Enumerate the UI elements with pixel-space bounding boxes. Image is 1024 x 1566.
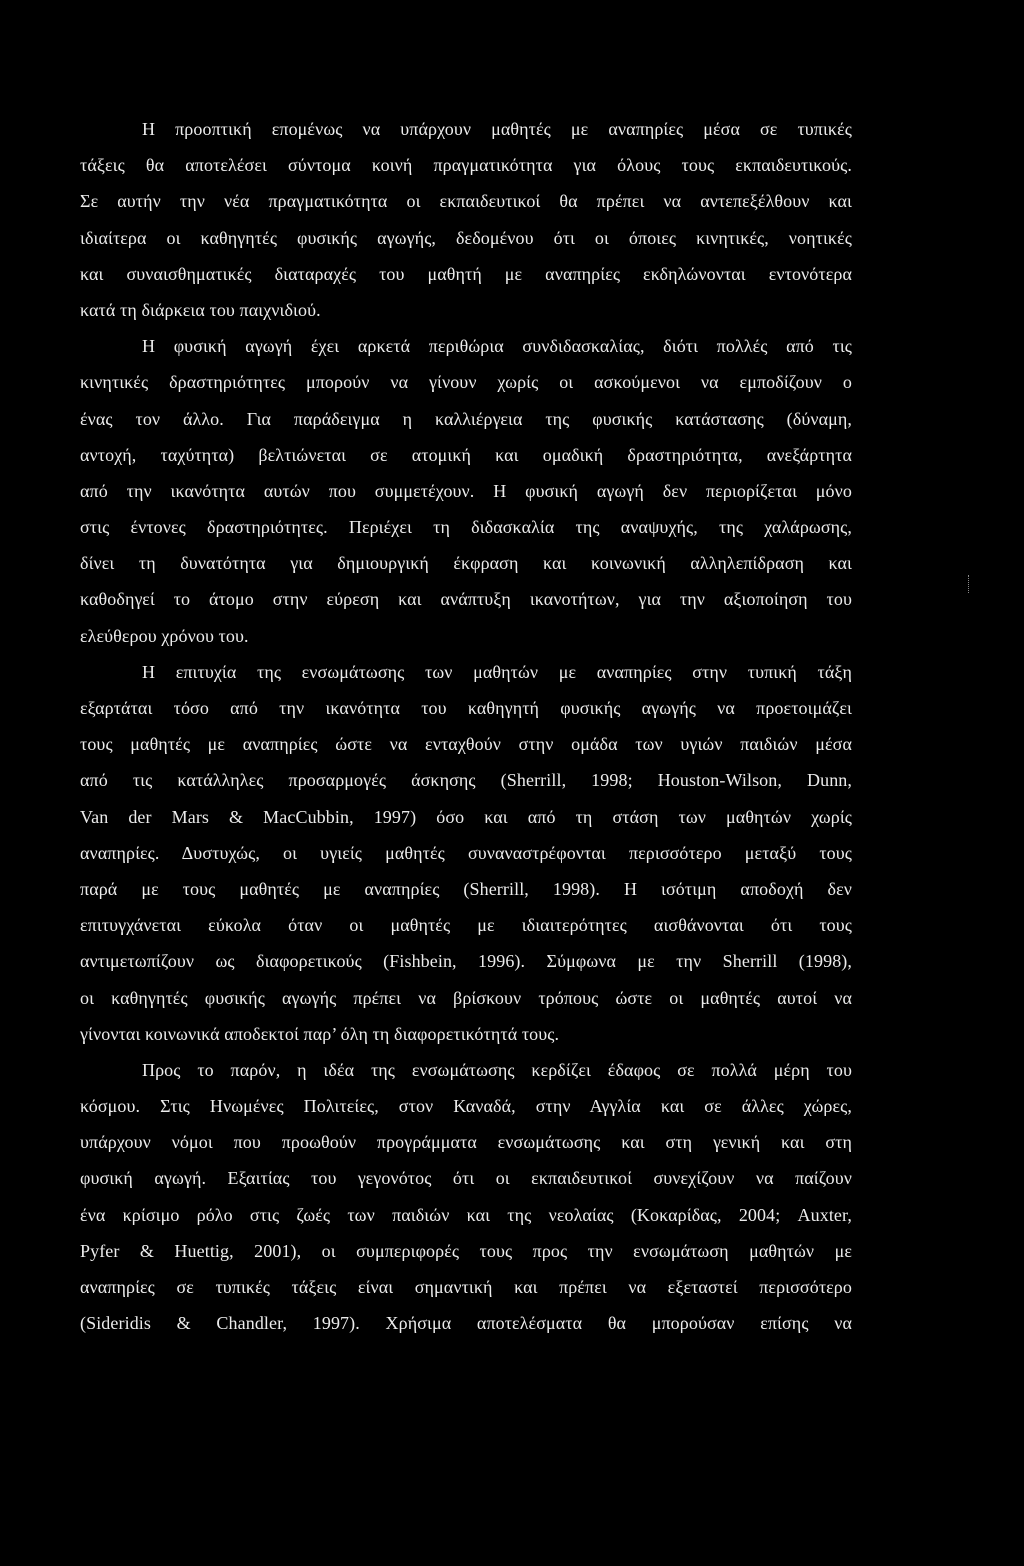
- text-line: Η φυσική αγωγή έχει αρκετά περιθώρια συνδιδασκαλίας, διότι πολλές από τις: [142, 336, 852, 357]
- text-line: παρά με τους μαθητές με αναπηρίες (Sherrill, 1998). Η ισότιμη αποδοχή δεν: [80, 878, 852, 899]
- text-line: Pyfer & Huettig, 2001), οι συμπεριφορές τους προς την ενσωμάτωση μαθητών με: [80, 1240, 852, 1261]
- text-line: και συναισθηματικές διαταραχές του μαθητή με αναπηρίες εκδηλώνονται εντονότερα: [80, 263, 852, 284]
- paragraph-4: [80, 1052, 852, 1342]
- text-line: ελεύθερου χρόνου του.: [80, 625, 249, 646]
- text-line: καθοδηγεί το άτομο στην εύρεση και ανάπτυξη ικανοτήτων, για την αξιοποίηση του: [80, 589, 852, 610]
- text-line: Η προοπτική επομένως να υπάρχουν μαθητές με αναπηρίες μέσα σε τυπικές: [142, 119, 852, 139]
- text-line: τους μαθητές με αναπηρίες ώστε να ενταχθούν στην ομάδα των υγιών παιδιών μέσα: [80, 734, 852, 755]
- text-line: στις έντονες δραστηριότητες. Περιέχει τη διδασκαλία της αναψυχής, της χαλάρωσης,: [80, 517, 852, 538]
- text-line: φυσική αγωγή. Εξαιτίας του γεγονότος ότι οι εκπαιδευτικοί συνεχίζουν να παίζουν: [80, 1168, 852, 1189]
- text-line: από την ικανότητα αυτών που συμμετέχουν. Η φυσική αγωγή δεν περιορίζεται μόνο: [80, 480, 852, 501]
- text-line: τάξεις θα αποτελέσει σύντομα κοινή πραγματικότητα για όλους τους εκπαιδευτικούς.: [80, 155, 852, 176]
- text-line: ένα κρίσιμο ρόλο στις ζωές των παιδιών και της νεολαίας (Κοκαρίδας, 2004; Auxter,: [80, 1204, 852, 1225]
- text-line: επιτυγχάνεται εύκολα όταν οι μαθητές με ιδιαιτερότητες αισθάνονται ότι τους: [80, 915, 852, 936]
- text-line: ένας τον άλλο. Για παράδειγμα η καλλιέργεια της φυσικής κατάστασης (δύναμη,: [80, 408, 852, 429]
- text-line: εξαρτάται τόσο από την ικανότητα του καθηγητή φυσικής αγωγής να προετοιμάζει: [80, 698, 852, 718]
- text-line: αναπηρίες σε τυπικές τάξεις είναι σημαντική και πρέπει να εξεταστεί περισσότερο: [80, 1277, 852, 1297]
- text-line: Προς το παρόν, η ιδέα της ενσωμάτωσης κερδίζει έδαφος σε πολλά μέρη του: [142, 1059, 852, 1080]
- paragraph-2: [80, 328, 852, 654]
- text-line: οι καθηγητές φυσικής αγωγής πρέπει να βρίσκουν τρόπους ώστε οι μαθητές αυτοί να: [80, 987, 852, 1008]
- text-line: αναπηρίες. Δυστυχώς, οι υγιείς μαθητές συναναστρέφονται περισσότερο μεταξύ τους: [80, 842, 852, 863]
- text-line: υπάρχουν νόμοι που προωθούν προγράμματα ενσωμάτωσης και στη γενική και στη: [80, 1132, 852, 1153]
- text-line: κινητικές δραστηριότητες μπορούν να γίνουν χωρίς οι ασκούμενοι να εμποδίζουν ο: [80, 372, 852, 393]
- text-line: δίνει τη δυνατότητα για δημιουργική έκφραση και κοινωνική αλληλεπίδραση και: [80, 553, 852, 574]
- paragraph-3: [80, 654, 852, 1052]
- text-line: Σε αυτήν την νέα πραγματικότητα οι εκπαιδευτικοί θα πρέπει να αντεπεξέλθουν και: [80, 191, 852, 212]
- text-line: (Sideridis & Chandler, 1997). Χρήσιμα αποτελέσματα θα μπορούσαν επίσης να: [80, 1313, 852, 1334]
- text-line: ιδιαίτερα οι καθηγητές φυσικής αγωγής, δεδομένου ότι οι όποιες κινητικές, νοητικές: [80, 227, 852, 248]
- text-line: κόσμου. Στις Ηνωμένες Πολιτείες, στον Καναδά, στην Αγγλία και σε άλλες χώρες,: [80, 1096, 852, 1117]
- text-line: κατά τη διάρκεια του παιχνιδιού.: [80, 299, 321, 320]
- text-line: γίνονται κοινωνικά αποδεκτοί παρ’ όλη τη διαφορετικότητά τους.: [80, 1023, 560, 1044]
- text-line: Η επιτυχία της ενσωμάτωσης των μαθητών με αναπηρίες στην τυπική τάξη: [142, 661, 852, 682]
- text-line: αντιμετωπίζουν ως διαφορετικούς (Fishbein, 1996). Σύμφωνα με την Sherrill (1998),: [80, 951, 852, 972]
- text-line: Van der Mars & MacCubbin, 1997) όσο και από τη στάση των μαθητών χωρίς: [80, 806, 852, 827]
- body-text: [80, 111, 852, 1341]
- text-line: αντοχή, ταχύτητα) βελτιώνεται σε ατομική και ομαδική δραστηριότητα, ανεξάρτητα: [80, 444, 852, 465]
- margin-mark: [968, 575, 971, 593]
- paragraph-1: [80, 111, 852, 328]
- text-line: από τις κατάλληλες προσαρμογές άσκησης (Sherrill, 1998; Houston-Wilson, Dunn,: [80, 770, 852, 791]
